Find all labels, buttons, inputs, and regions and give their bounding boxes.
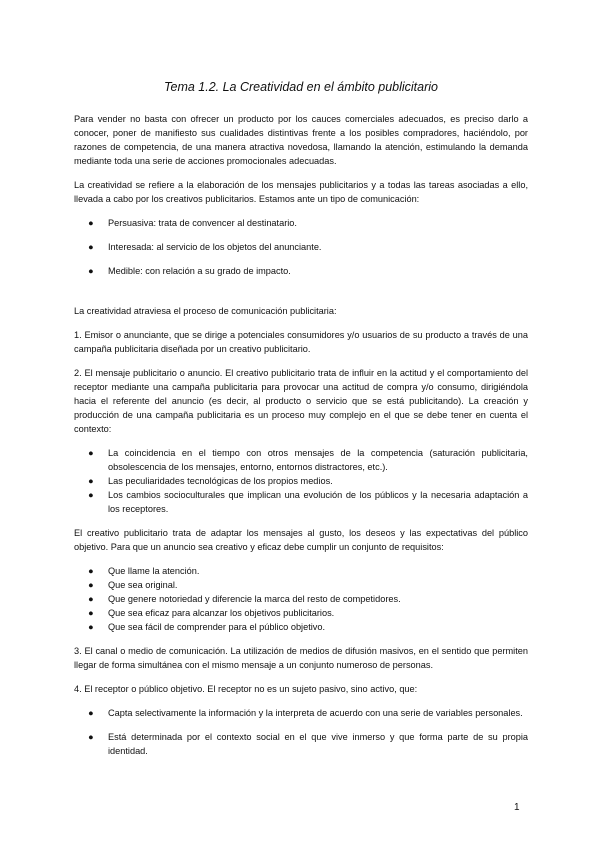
bullet-icon: ● bbox=[88, 448, 94, 458]
page-number: 1 bbox=[514, 802, 520, 813]
communication-types-list bbox=[74, 216, 528, 278]
list-item: ● Persuasiva: trata de convencer al destinatario. bbox=[88, 218, 297, 228]
bullet-icon: ● bbox=[88, 608, 94, 618]
bullet-icon: ● bbox=[88, 732, 94, 742]
context-list bbox=[74, 446, 528, 516]
step-3-paragraph: 3. El canal o medio de comunicación. La utilización de medios de difusión masivos, en el sentido que permiten llegar de forma simultánea con el mismo mensaje a un conjunto numeroso de personas. bbox=[74, 646, 528, 670]
document-title: Tema 1.2. La Creatividad en el ámbito publicitario bbox=[164, 80, 438, 94]
list-item: ● Interesada: al servicio de los objetos del anunciante. bbox=[88, 242, 322, 252]
bullet-icon: ● bbox=[88, 580, 94, 590]
list-item: ● Que sea eficaz para alcanzar los objetivos publicitarios. bbox=[88, 608, 335, 618]
step-1-paragraph: 1. Emisor o anunciante, que se dirige a potenciales consumidores y/o usuarios de su producto a través de una campaña publicitaria diseñada por un creativo publicitario. bbox=[74, 330, 528, 354]
creative-paragraph: El creativo publicitario trata de adaptar los mensajes al gusto, los deseos y las expectativas del público objetivo. Para que un anuncio sea creativo y eficaz debe cumplir un conjunto de requisitos: bbox=[74, 528, 528, 552]
list-item: ● Que sea fácil de comprender para el público objetivo. bbox=[88, 622, 326, 632]
step-4-paragraph: 4. El receptor o público objetivo. El receptor no es un sujeto pasivo, sino activo, que: bbox=[74, 684, 418, 694]
bullet-icon: ● bbox=[88, 266, 94, 276]
receiver-list bbox=[74, 706, 528, 758]
process-intro: La creatividad atraviesa el proceso de comunicación publicitaria: bbox=[74, 306, 337, 316]
bullet-icon: ● bbox=[88, 242, 94, 252]
bullet-icon: ● bbox=[88, 708, 94, 718]
list-item: ● Medible: con relación a su grado de impacto. bbox=[88, 266, 291, 276]
bullet-icon: ● bbox=[88, 476, 94, 486]
requirements-list bbox=[74, 564, 528, 634]
bullet-icon: ● bbox=[88, 490, 94, 500]
bullet-icon: ● bbox=[88, 622, 94, 632]
bullet-icon: ● bbox=[88, 594, 94, 604]
list-item: ● Capta selectivamente la información y la interpreta de acuerdo con una serie de variables personales. bbox=[88, 708, 523, 718]
list-item: ● Que llame la atención. bbox=[88, 566, 200, 576]
step-2-paragraph: 2. El mensaje publicitario o anuncio. El creativo publicitario trata de influir en la actitud y el comportamiento del receptor mediante una campaña publicitaria para provocar una actitud de compra y/o consumo, dirigiéndola hacia el referente del anuncio (es decir, al producto o servicio que se está publicitando). La creación y producción de una campaña publicitaria es un proceso muy complejo en el que se debe tener en cuenta el contexto: bbox=[74, 368, 528, 434]
list-item: ● La coincidencia en el tiempo con otros mensajes de la competencia (saturación publicitaria, obsolescencia de los mensajes, entorno, entornos distractores, etc.). bbox=[88, 448, 528, 472]
list-item: ● Que sea original. bbox=[88, 580, 178, 590]
document-page bbox=[74, 80, 528, 768]
list-item: ● Las peculiaridades tecnológicas de los propios medios. bbox=[88, 476, 333, 486]
list-item: ● Que genere notoriedad y diferencie la marca del resto de competidores. bbox=[88, 594, 401, 604]
bullet-icon: ● bbox=[88, 566, 94, 576]
intro-paragraph-1: Para vender no basta con ofrecer un producto por los cauces comerciales adecuados, es preciso darlo a conocer, poner de manifiesto sus cualidades distintivas frente a los posibles compradores, haciéndolo, por razones de competencia, de una manera atractiva novedosa, llamando la atención, estimulando la demanda mediante toda una serie de acciones promocionales adecuadas. bbox=[74, 114, 528, 166]
list-item: ● Está determinada por el contexto social en el que vive inmerso y que forma parte de su propia identidad. bbox=[88, 732, 528, 756]
list-item: ● Los cambios socioculturales que implican una evolución de los públicos y la necesaria adaptación a los receptores. bbox=[88, 490, 528, 514]
bullet-icon: ● bbox=[88, 218, 94, 228]
intro-paragraph-2: La creatividad se refiere a la elaboración de los mensajes publicitarios y a todas las tareas asociadas a ello, llevada a cabo por los creativos publicitarios. Estamos ante un tipo de comunicación: bbox=[74, 180, 528, 204]
